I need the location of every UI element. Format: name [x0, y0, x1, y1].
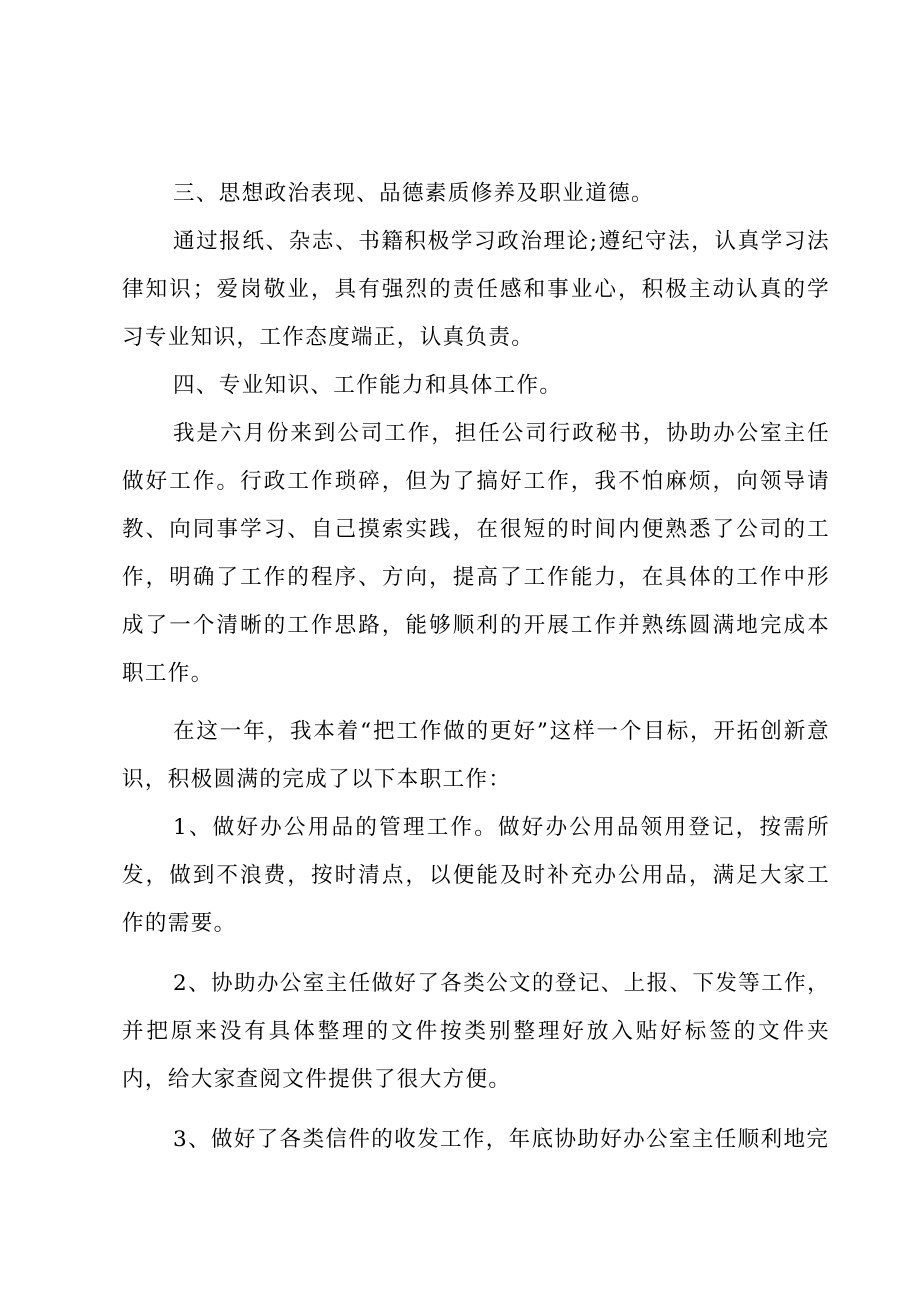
paragraph-politics: 通过报纸、杂志、书籍积极学习政治理论;遵纪守法，认真学习法律知识；爱岗敬业，具有强烈的责任感和事业心，积极主动认真的学习专业知识，工作态度端正，认真负责。	[122, 229, 830, 350]
section-heading-4: 四、专业知识、工作能力和具体工作。	[173, 373, 563, 398]
list-item-2: 2、协助办公室主任做好了各类公文的登记、上报、下发等工作，并把原来没有具体整理的文件按类别整理好放入贴好标签的文件夹内，给大家查阅文件提供了很大方便。	[122, 971, 830, 1092]
paragraph-year-goal: 在这一年，我本着“把工作做的更好”这样一个目标，开拓创新意识，积极圆满的完成了以下本职工作：	[122, 719, 830, 792]
list-item-3: 3、做好了各类信件的收发工作，年底协助好办公室主任顺利地完	[173, 1127, 830, 1152]
list-item-1: 1、做好办公用品的管理工作。做好办公用品领用登记，按需所发，做到不浪费，按时清点，以便能及时补充办公用品，满足大家工作的需要。	[122, 815, 830, 936]
document-body	[122, 170, 830, 1164]
paragraph-work-intro: 我是六月份来到公司工作，担任公司行政秘书，协助办公室主任做好工作。行政工作琐碎，但为了搞好工作，我不怕麻烦，向领导请教、向同事学习、自己摸索实践，在很短的时间内便熟悉了公司的工作，明确了工作的程序、方向，提高了工作能力，在具体的工作中形成了一个清晰的工作思路，能够顺利的开展工作并熟练圆满地完成本职工作。	[122, 421, 830, 686]
section-heading-3: 三、思想政治表现、品德素质修养及职业道德。	[173, 181, 654, 206]
